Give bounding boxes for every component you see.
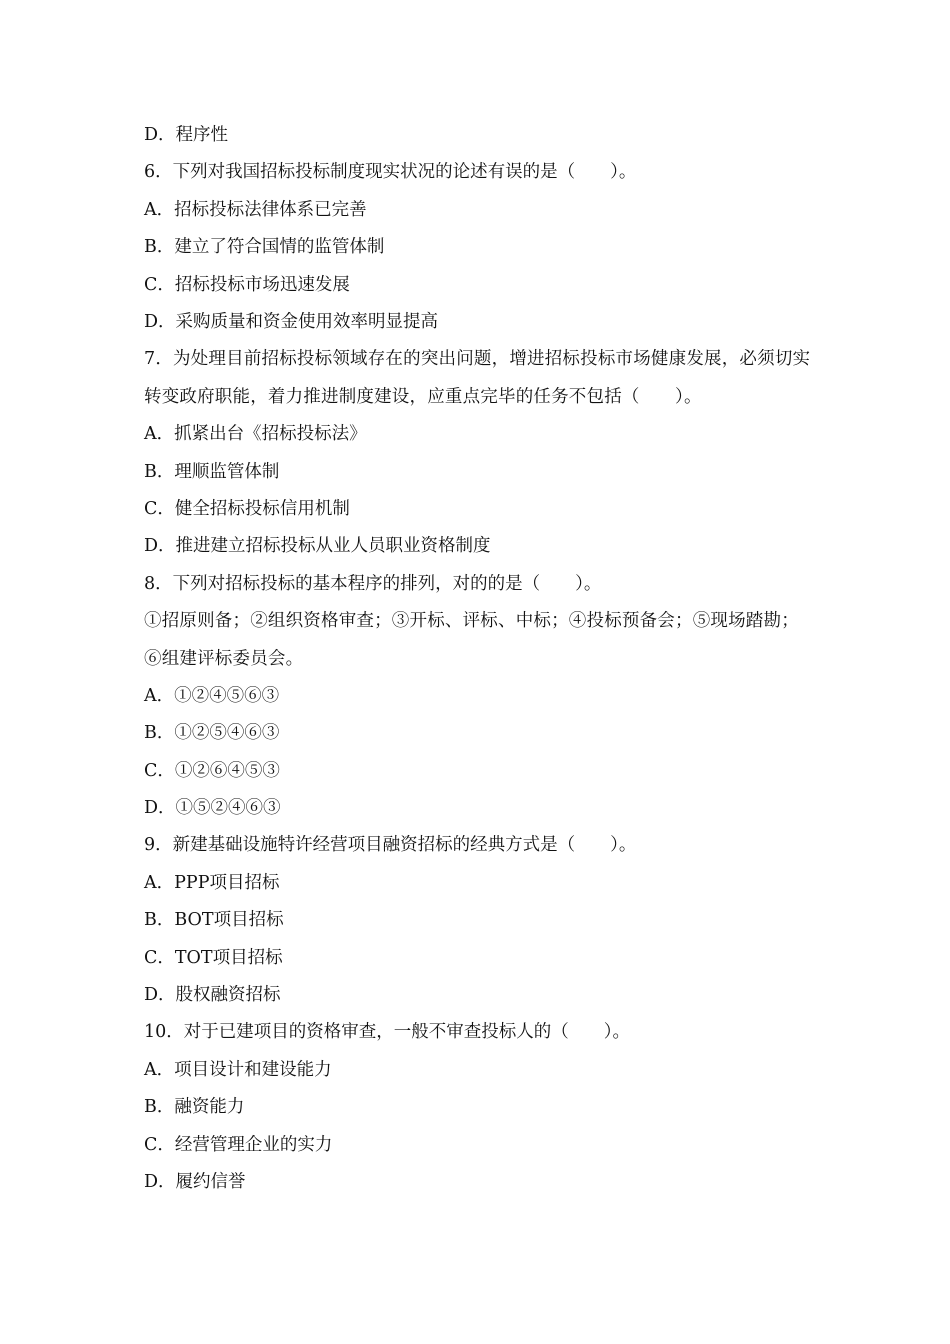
option-c-q7: C．健全招标投标信用机制 [144, 498, 350, 519]
question-7: 7．为处理目前招标投标领域存在的突出问题，增进招标投标市场健康发展，必须切实转变政府职能，着力推进制度建设，应重点完毕的任务不包括（ ）。 [144, 349, 811, 407]
option-a-q6: A．招标投标法律体系已完善 [144, 199, 367, 220]
option-b-q8: B．①②⑤④⑥③ [144, 723, 280, 744]
question-9: 9．新建基础设施特许经营项目融资招标的经典方式是（ ）。 [144, 835, 637, 856]
option-d-q5: D．程序性 [144, 125, 229, 145]
option-d-q9: D．股权融资招标 [144, 985, 281, 1006]
option-b-q6: B．建立了符合国情的监管体制 [144, 237, 385, 258]
option-d-q6: D．采购质量和资金使用效率明显提高 [144, 311, 439, 332]
option-c-q6: C．招标投标市场迅速发展 [144, 274, 350, 295]
option-a-q8: A．①②④⑤⑥③ [144, 685, 280, 706]
option-a-q7: A．抓紧出台《招标投标法》 [144, 424, 367, 445]
question-10: 10．对于已建项目的资格审查，一般不审查投标人的（ ）。 [144, 1022, 631, 1043]
question-8-steps: ①招原则备；②组织资格审查；③开标、评标、中标；④投标预备会；⑤现场踏勘；⑥组建评标委员会。 [144, 611, 799, 669]
option-b-q10: B．融资能力 [144, 1097, 245, 1118]
option-b-q7: B．理顺监管体制 [144, 461, 280, 482]
option-b-q9: B．BOT项目招标 [144, 910, 284, 931]
option-a-q10: A．项目设计和建设能力 [144, 1059, 332, 1080]
document-body [144, 117, 814, 1201]
option-d-q8: D．①⑤②④⑥③ [144, 798, 281, 819]
option-c-q8: C．①②⑥④⑤③ [144, 760, 280, 781]
question-8: 8．下列对招标投标的基本程序的排列，对的的是（ ）。 [144, 573, 602, 594]
option-d-q7: D．推进建立招标投标从业人员职业资格制度 [144, 536, 491, 557]
option-a-q9: A．PPP项目招标 [144, 872, 280, 893]
option-c-q9: C．TOT项目招标 [144, 947, 283, 968]
option-d-q10: D．履约信誉 [144, 1172, 246, 1192]
option-c-q10: C．经营管理企业的实力 [144, 1134, 333, 1155]
question-6: 6．下列对我国招标投标制度现实状况的论述有误的是（ ）。 [144, 162, 637, 183]
